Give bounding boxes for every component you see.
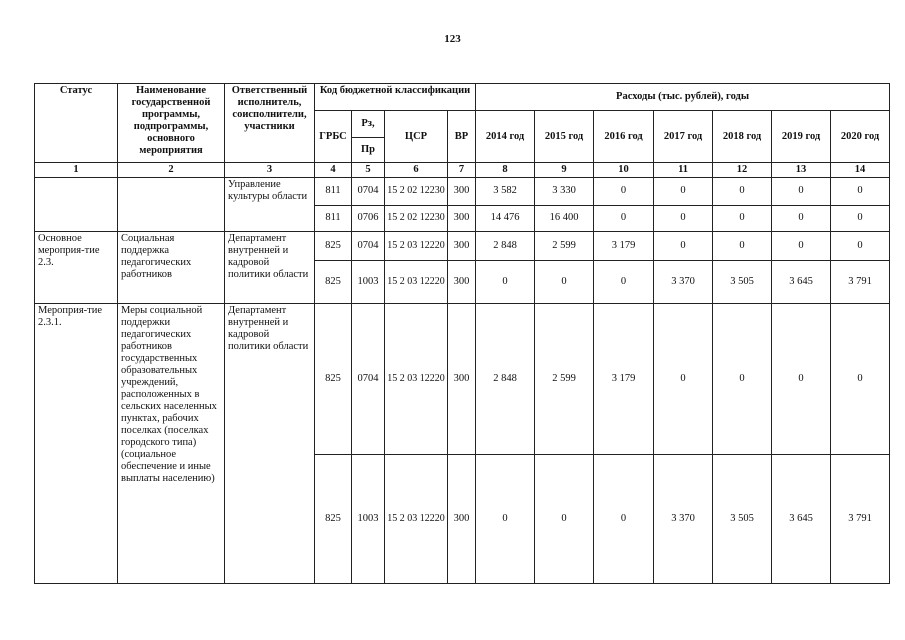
rzpr-cell: 0704 — [352, 178, 385, 206]
value-cell: 16 400 — [535, 205, 594, 232]
table-row — [35, 232, 890, 261]
column-number: 2 — [118, 163, 225, 178]
value-cell: 0 — [713, 232, 772, 261]
column-number: 12 — [713, 163, 772, 178]
header-status: Статус — [35, 84, 118, 163]
vr-cell: 300 — [448, 455, 476, 584]
value-cell: 0 — [476, 455, 535, 584]
program-name-cell — [118, 178, 225, 232]
header-year: 2019 год — [772, 111, 831, 163]
value-cell: 0 — [713, 303, 772, 454]
value-cell: 3 791 — [831, 260, 890, 303]
value-cell: 3 179 — [594, 303, 654, 454]
column-number: 1 — [35, 163, 118, 178]
value-cell: 0 — [831, 205, 890, 232]
header-year: 2016 год — [594, 111, 654, 163]
value-cell: 0 — [654, 178, 713, 206]
header-expenses: Расходы (тыс. рублей), годы — [476, 84, 890, 111]
csr-cell: 15 2 03 12220 — [385, 232, 448, 261]
column-number: 5 — [352, 163, 385, 178]
grbs-cell: 825 — [315, 260, 352, 303]
value-cell: 3 505 — [713, 455, 772, 584]
header-year: 2018 год — [713, 111, 772, 163]
rzpr-cell: 0704 — [352, 232, 385, 261]
vr-cell: 300 — [448, 178, 476, 206]
csr-cell: 15 2 03 12220 — [385, 303, 448, 454]
value-cell: 0 — [594, 455, 654, 584]
header-executor: Ответственный исполнитель, соисполнители, участники — [225, 84, 315, 163]
grbs-cell: 811 — [315, 178, 352, 206]
csr-cell: 15 2 02 12230 — [385, 178, 448, 206]
csr-cell: 15 2 03 12220 — [385, 455, 448, 584]
column-number: 9 — [535, 163, 594, 178]
value-cell: 0 — [594, 205, 654, 232]
value-cell: 0 — [594, 260, 654, 303]
csr-cell: 15 2 03 12220 — [385, 260, 448, 303]
value-cell: 0 — [772, 303, 831, 454]
header-year: 2017 год — [654, 111, 713, 163]
value-cell: 3 645 — [772, 455, 831, 584]
status-cell: Мероприя-тие 2.3.1. — [35, 303, 118, 583]
value-cell: 3 330 — [535, 178, 594, 206]
value-cell: 2 599 — [535, 232, 594, 261]
rzpr-cell: 0704 — [352, 303, 385, 454]
grbs-cell: 825 — [315, 303, 352, 454]
header-pr: Пр — [352, 138, 385, 163]
header-year: 2020 год — [831, 111, 890, 163]
value-cell: 3 791 — [831, 455, 890, 584]
header-vr: ВР — [448, 111, 476, 163]
header-budget-code: Код бюджетной классификации — [315, 84, 476, 111]
csr-cell: 15 2 02 12230 — [385, 205, 448, 232]
value-cell: 0 — [831, 232, 890, 261]
rzpr-cell: 1003 — [352, 260, 385, 303]
grbs-cell: 825 — [315, 455, 352, 584]
grbs-cell: 825 — [315, 232, 352, 261]
value-cell: 0 — [713, 178, 772, 206]
table-row — [35, 303, 890, 454]
value-cell: 0 — [476, 260, 535, 303]
column-number: 10 — [594, 163, 654, 178]
column-number: 11 — [654, 163, 713, 178]
header-grbs: ГРБС — [315, 111, 352, 163]
value-cell: 3 370 — [654, 455, 713, 584]
value-cell: 0 — [831, 178, 890, 206]
value-cell: 2 848 — [476, 232, 535, 261]
vr-cell: 300 — [448, 205, 476, 232]
value-cell: 14 476 — [476, 205, 535, 232]
value-cell: 0 — [535, 260, 594, 303]
value-cell: 0 — [654, 232, 713, 261]
column-number: 6 — [385, 163, 448, 178]
vr-cell: 300 — [448, 303, 476, 454]
header-csr: ЦСР — [385, 111, 448, 163]
rzpr-cell: 1003 — [352, 455, 385, 584]
vr-cell: 300 — [448, 232, 476, 261]
status-cell — [35, 178, 118, 232]
header-rz: Рз, — [352, 111, 385, 138]
executor-cell: Департамент внутренней и кадровой политики области — [225, 232, 315, 304]
value-cell: 0 — [654, 205, 713, 232]
column-number: 13 — [772, 163, 831, 178]
column-number: 3 — [225, 163, 315, 178]
column-number: 14 — [831, 163, 890, 178]
value-cell: 0 — [594, 178, 654, 206]
value-cell: 3 370 — [654, 260, 713, 303]
executor-cell: Управление культуры области — [225, 178, 315, 232]
page-number: 123 — [444, 33, 461, 45]
grbs-cell: 811 — [315, 205, 352, 232]
value-cell: 0 — [772, 205, 831, 232]
value-cell: 0 — [772, 178, 831, 206]
column-number: 7 — [448, 163, 476, 178]
value-cell: 0 — [654, 303, 713, 454]
header-year: 2014 год — [476, 111, 535, 163]
rzpr-cell: 0706 — [352, 205, 385, 232]
value-cell: 2 599 — [535, 303, 594, 454]
value-cell: 3 645 — [772, 260, 831, 303]
column-number: 4 — [315, 163, 352, 178]
vr-cell: 300 — [448, 260, 476, 303]
value-cell: 0 — [535, 455, 594, 584]
value-cell: 3 179 — [594, 232, 654, 261]
value-cell: 0 — [772, 232, 831, 261]
value-cell: 0 — [831, 303, 890, 454]
table-row — [35, 178, 890, 206]
header-program-name: Наименование государственной программы, подпрограммы, основного мероприятия — [118, 84, 225, 163]
value-cell: 2 848 — [476, 303, 535, 454]
status-cell: Основное мероприя-тие 2.3. — [35, 232, 118, 304]
value-cell: 3 505 — [713, 260, 772, 303]
column-number: 8 — [476, 163, 535, 178]
program-name-cell: Социальная поддержка педагогических работников — [118, 232, 225, 304]
budget-table — [34, 83, 890, 584]
program-name-cell: Меры социальной поддержки педагогических работников государственных образовательных учреждений, расположенных в сельских населенных пунктах, рабочих поселках (поселках городского типа) (социальное обеспечение и иные выплаты населению) — [118, 303, 225, 583]
header-year: 2015 год — [535, 111, 594, 163]
value-cell: 0 — [713, 205, 772, 232]
executor-cell: Департамент внутренней и кадровой политики области — [225, 303, 315, 583]
value-cell: 3 582 — [476, 178, 535, 206]
